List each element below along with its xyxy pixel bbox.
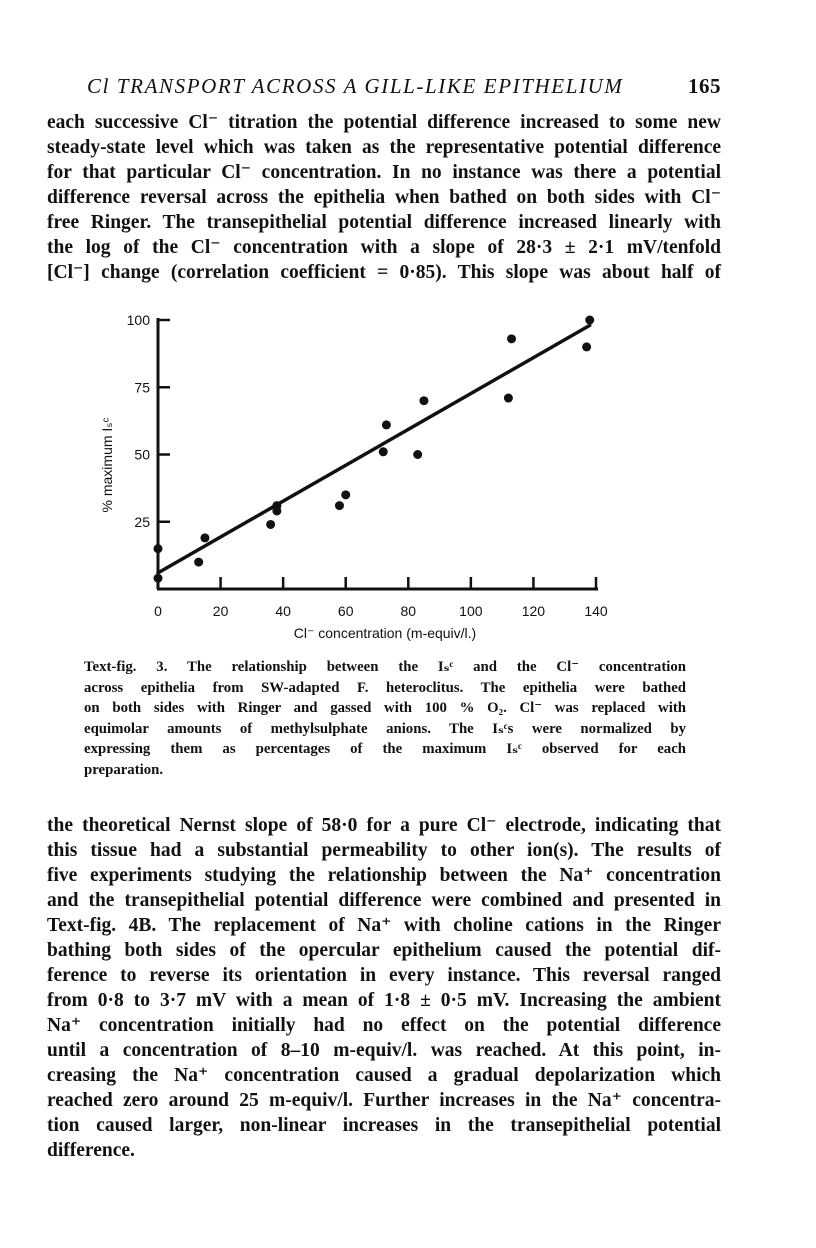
caption-line: preparation.	[84, 761, 164, 778]
x-tick-label: 20	[212, 603, 229, 619]
data-point	[272, 501, 281, 510]
data-point	[154, 544, 163, 553]
fit-line-group	[158, 325, 590, 572]
y-axis-label: % maximum Iₛᶜ	[99, 417, 115, 513]
text-line: until a concentration of 8–10 m-equiv/l. was reached. At this point, in-	[47, 1040, 721, 1061]
scatter-figure	[90, 300, 650, 650]
text-line: each successive Cl⁻ titration the potential difference increased to some new	[47, 112, 721, 133]
text-line: from 0·8 to 3·7 mV with a mean of 1·8 ± 0·5 mV. Increasing the ambient	[47, 990, 721, 1011]
text-line: [Cl⁻] change (correlation coefficient = 0·85). This slope was about half of	[47, 262, 721, 283]
text-line: creasing the Na⁺ concentration caused a gradual depolarization which	[47, 1065, 721, 1086]
data-point	[419, 396, 428, 405]
data-point	[154, 574, 163, 583]
data-point	[382, 420, 391, 429]
data-point	[341, 490, 350, 499]
y-tick-label: 75	[134, 379, 150, 396]
text-line: difference reversal across the epithelia when bathed on both sides with Cl⁻	[47, 187, 721, 208]
x-tick-label: 100	[459, 603, 483, 619]
paragraph-bottom	[47, 813, 721, 1163]
text-line: the theoretical Nernst slope of 58·0 for a pure Cl⁻ electrode, indicating that	[47, 815, 721, 836]
text-line: this tissue had a substantial permeability to other ion(s). The results of	[47, 840, 721, 861]
fit-line	[158, 325, 590, 572]
y-tick-label: 50	[134, 446, 150, 463]
page-number: 165	[688, 74, 721, 98]
paragraph-top	[47, 110, 721, 285]
text-line: free Ringer. The transepithelial potential difference increased linearly with	[47, 212, 721, 233]
caption-line: Text-fig. 3. The relationship between the Iₛᶜ and the Cl⁻ concentration	[84, 659, 686, 675]
x-tick-label: 0	[154, 603, 162, 619]
x-tick-label: 80	[400, 603, 417, 619]
running-head	[47, 74, 721, 104]
data-point	[507, 334, 516, 343]
caption-line: on both sides with Ringer and gassed with 100 % O₂. Cl⁻ was replaced with	[84, 700, 686, 716]
text-line: the log of the Cl⁻ concentration with a slope of 28·3 ± 2·1 mV/tenfold	[47, 237, 721, 258]
y-tick-label: 100	[126, 312, 150, 328]
caption-line: across epithelia from SW-adapted F. heteroclitus. The epithelia were bathed	[84, 679, 686, 696]
text-line: tion caused larger, non-linear increases in the transepithelial potential	[47, 1115, 721, 1136]
data-point	[266, 520, 275, 529]
text-line: difference.	[47, 1140, 135, 1161]
text-line: five experiments studying the relationship between the Na⁺ concentration	[47, 865, 721, 886]
text-line: Text-fig. 4B. The replacement of Na⁺ with choline cations in the Ringer	[47, 915, 721, 936]
text-line: steady-state level which was taken as the representative potential difference	[47, 137, 721, 158]
data-point	[585, 316, 594, 325]
running-head-title: Cl TRANSPORT ACROSS A GILL-LIKE EPITHELIUM	[87, 74, 624, 98]
data-point	[413, 450, 422, 459]
text-line: bathing both sides of the opercular epithelium caused the potential dif-	[47, 940, 721, 961]
figure-caption	[84, 657, 686, 780]
data-point	[335, 501, 344, 510]
x-tick-label: 140	[584, 603, 608, 619]
text-line: reached zero around 25 m-equiv/l. Further increases in the Na⁺ concentra-	[47, 1090, 721, 1111]
y-tick-label: 25	[134, 513, 150, 530]
caption-line: expressing them as percentages of the maximum Iₛᶜ observed for each	[84, 741, 686, 757]
data-point	[194, 558, 203, 567]
data-point	[582, 342, 591, 351]
data-point	[379, 447, 388, 456]
x-tick-label: 60	[337, 603, 354, 619]
text-line: ference to reverse its orientation in every instance. This reversal ranged	[47, 965, 721, 986]
caption-line: equimolar amounts of methylsulphate anions. The Iₛᶜs were normalized by	[84, 720, 686, 737]
x-axis-label: Cl⁻ concentration (m-equiv/l.)	[293, 625, 477, 641]
text-line: and the transepithelial potential difference were combined and presented in	[47, 890, 721, 911]
x-tick-label: 120	[521, 603, 546, 619]
data-point	[504, 394, 513, 403]
data-point	[200, 533, 209, 542]
text-line: for that particular Cl⁻ concentration. In no instance was there a potential	[47, 162, 721, 183]
text-line: Na⁺ concentration initially had no effect on the potential difference	[47, 1015, 721, 1036]
x-tick-label: 40	[275, 603, 291, 619]
